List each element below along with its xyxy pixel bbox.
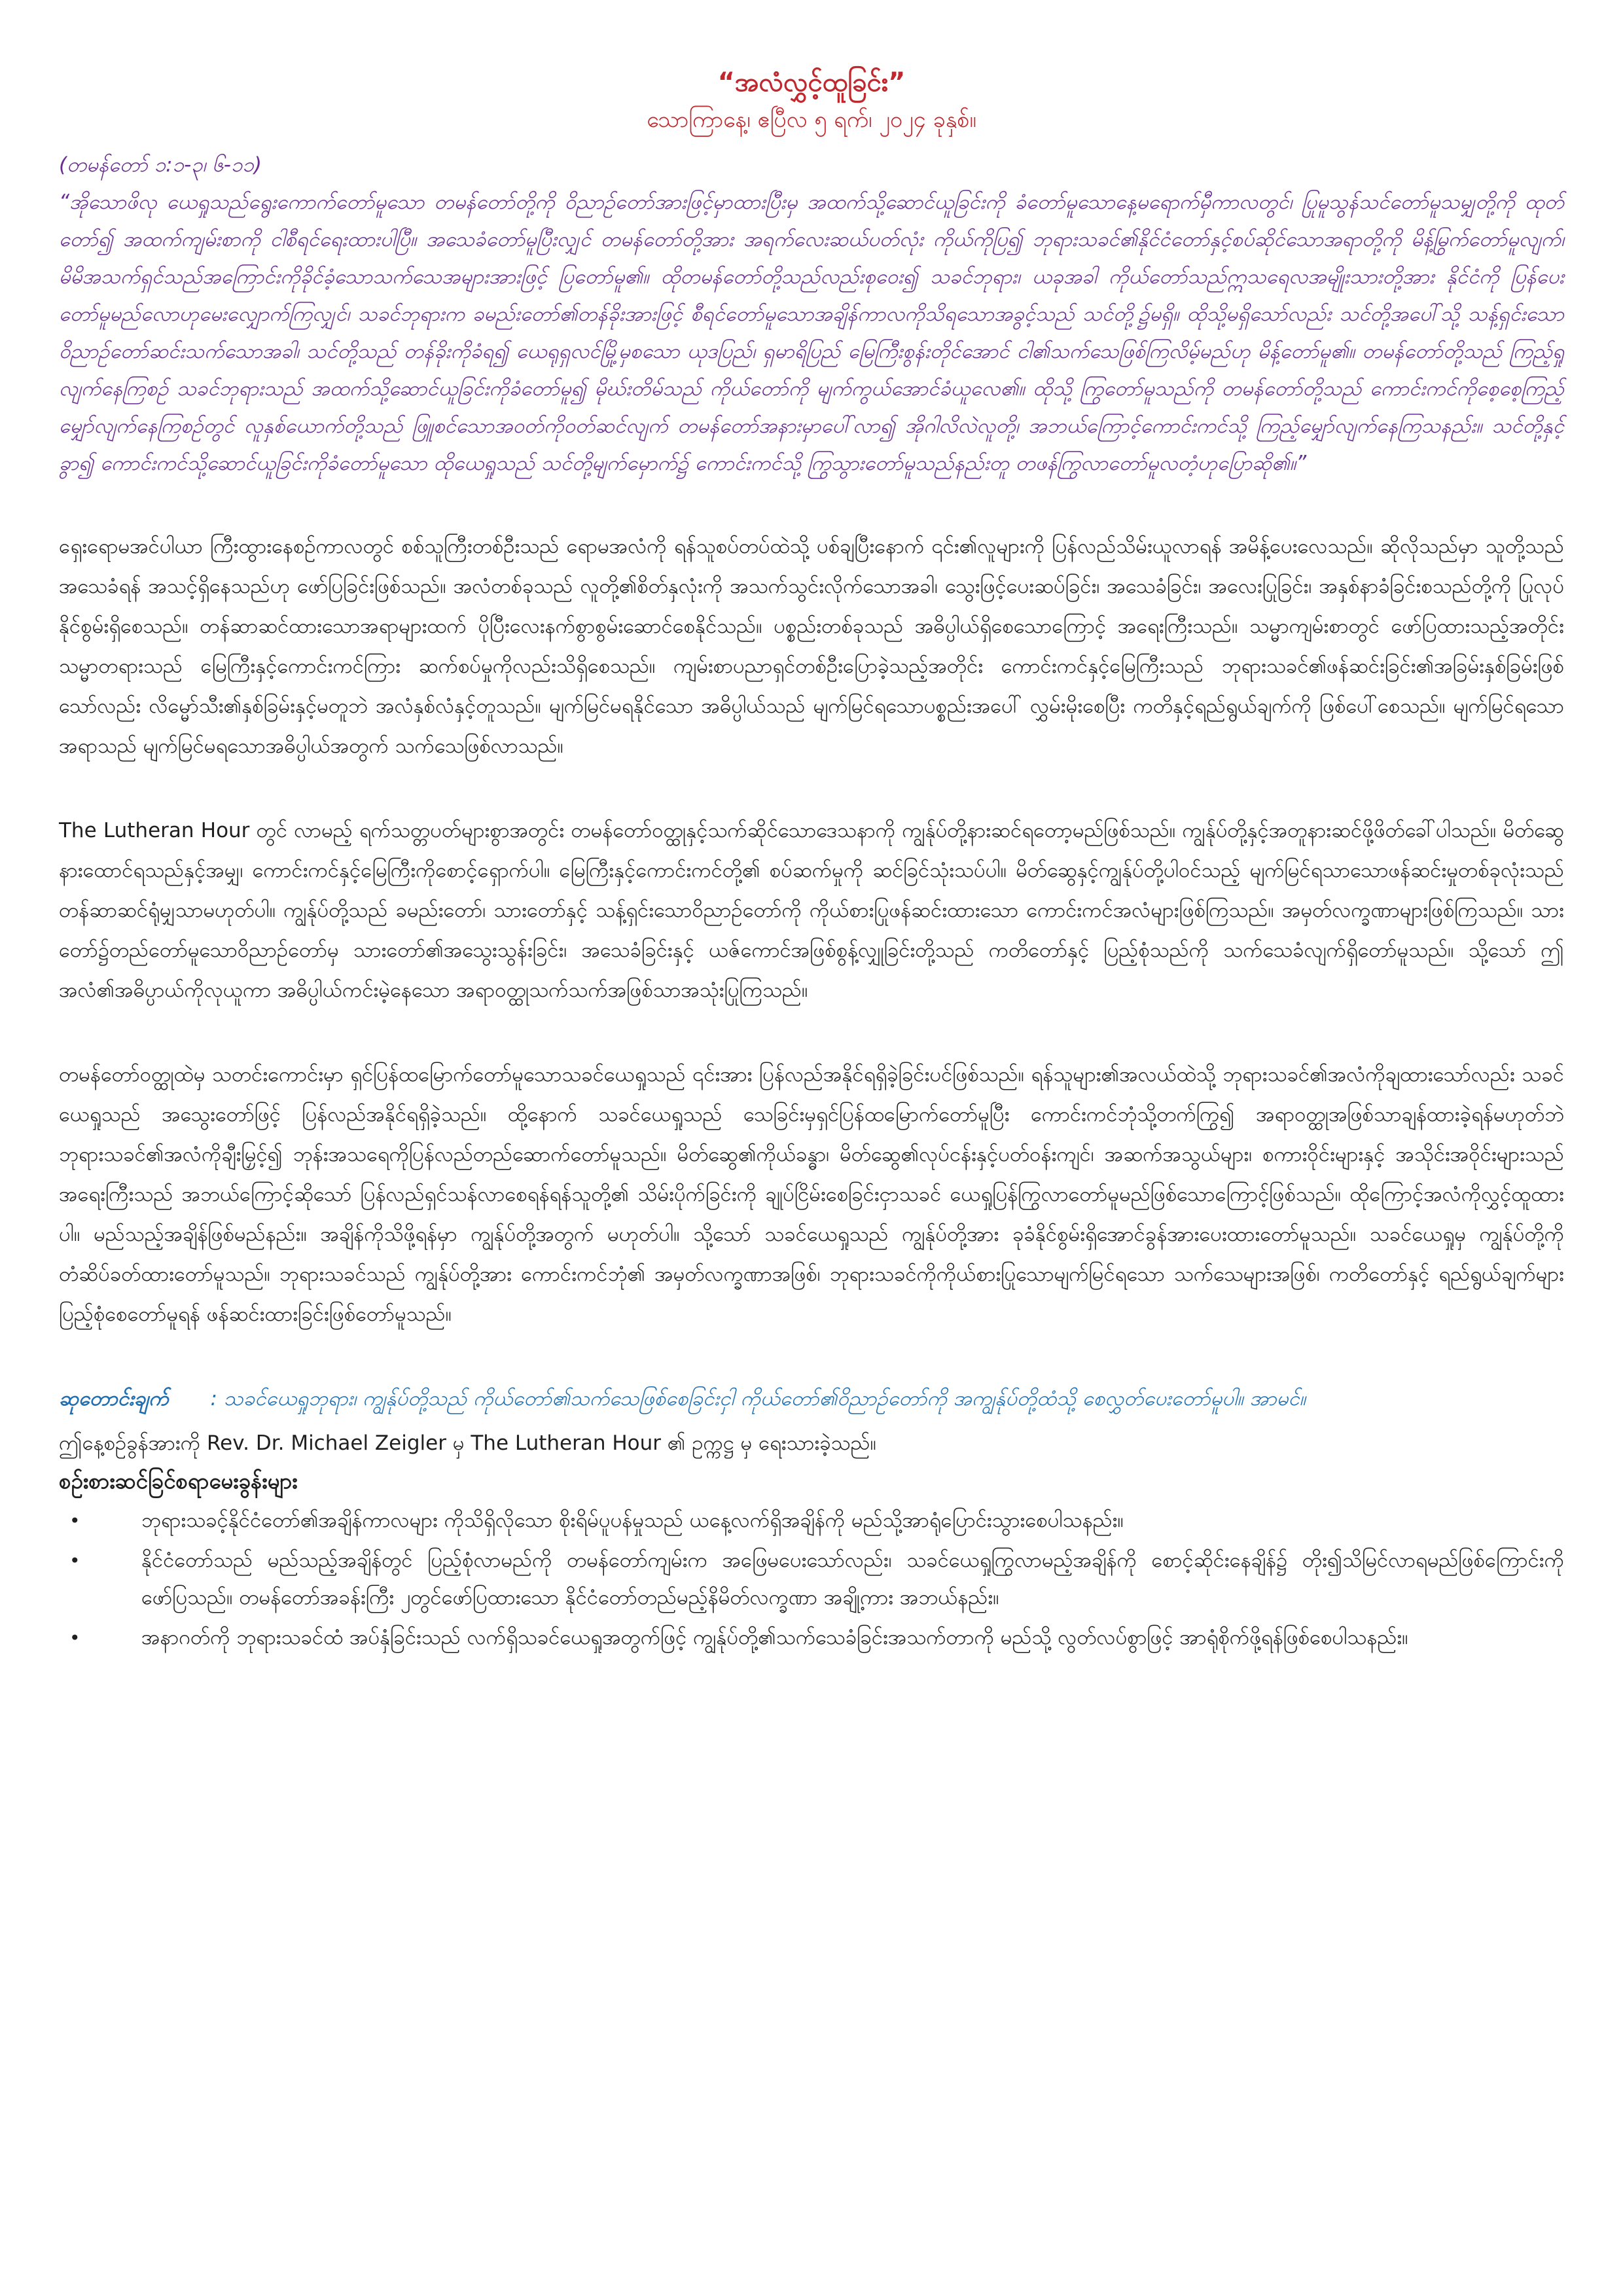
- body-paragraph-1: ရှေးရောမအင်ပါယာ ကြီးထွားနေစဉ်ကာလတွင် စစ်သူကြီးတစ်ဦးသည် ရောမအလံကို ရန်သူစပ်တပ်ထဲသို့ ပစ်ချပြီးနောက် ၎င်း၏လူများကို ပြန်လည်သိမ်းယူလာရန် အမိန့်ပေးလေသည်။ ဆိုလိုသည်မှာ သူတို့သည်အသေခံရန် အသင့်ရှိနေသည်ဟု ဖော်ပြခြင်းဖြစ်သည်။ အလံတစ်ခုသည် လူတို့၏စိတ်နှလုံးကို အသက်သွင်းလိုက်သောအခါ၊ သွေးဖြင့်ပေးဆပ်ခြင်း၊ အသေခံခြင်း၊ အလေးပြုခြင်း၊ အနှစ်နာခံခြင်းစသည်တို့ကို ပြုလုပ်နိုင်စွမ်းရှိစေသည်။ တန်ဆာဆင်ထားသောအရာများထက် ပိုပြီးလေးနက်စွာစွမ်းဆောင်စေနိုင်သည်။ ပစ္စည်းတစ်ခုသည် အဓိပ္ပါယ်ရှိစေသောကြောင့် အရေးကြီးသည်။ သမ္မာကျမ်းစာတွင် ဖော်ပြထားသည့်အတိုင်း သမ္မာတရားသည် မြေကြီးနှင့်ကောင်းကင်ကြား ဆက်စပ်မှုကိုလည်းသိရှိစေသည်။ ကျမ်းစာပညာရှင်တစ်ဦးပြောခဲ့သည့်အတိုင်း ကောင်းကင်နှင့်မြေကြီးသည် ဘုရားသခင်၏ဖန်ဆင်းခြင်း၏အခြမ်းနှစ်ခြမ်းဖြစ်သော်လည်း လိမ္မော်သီး၏နှစ်ခြမ်းနှင့်မတူဘဲ အလံနှစ်လံနှင့်တူသည်။ မျက်မြင်မရနိုင်သော အဓိပ္ပါယ်သည် မျက်မြင်ရသောပစ္စည်းအပေါ် လွှမ်းမိုးစေပြီး ကတိနှင့်ရည်ရွယ်ချက်ကို ဖြစ်ပေါ်စေသည်။ မျက်မြင်ရသောအရာသည် မျက်မြင်မရသောအဓိပ္ပါယ်အတွက် သက်သေဖြစ်လာသည်။: [59, 535, 1564, 758]
- question-text: နိုင်ငံတော်သည် မည်သည့်အချိန်တွင် ပြည့်စုံလာမည်ကို တမန်တော်ကျမ်းက အဖြေမပေးသော်လည်း၊ သခင်ယေရှုကြွလာမည့်အချိန်ကို စောင့်ဆိုင်းနေချိန်၌ တိုး၍သိမြင်လာရမည်ဖြစ်ကြောင်းကို ဖော်ပြသည်။ တမန်တော်အခန်းကြီး ၂တွင်ဖော်ပြထားသော နိုင်ငံတော်တည်မည့်နိမိတ်လက္ခဏာ အချို့ကား အဘယ်နည်း။: [141, 1549, 1564, 1609]
- publication-date: သောကြာနေ့၊ ဧပြီလ ၅ ရက်၊ ၂၀၂၄ ခုနှစ်။: [647, 107, 976, 133]
- prayer-block: [59, 1379, 1564, 1418]
- body-paragraph-2: The Lutheran Hour တွင် လာမည့် ရက်သတ္တပတ်များစွာအတွင်း တမန်တော်ဝတ္ထုနှင့်သက်ဆိုင်သောဒေသနာကို ကျွန်ုပ်တို့နားဆင်ရတော့မည်ဖြစ်သည်။ ကျွန်ုပ်တို့နှင့်အတူနားဆင်ဖို့ဖိတ်ခေါ်ပါသည်။ မိတ်ဆွေနားထောင်ရသည်နှင့်အမျှ၊ ကောင်းကင်နှင့်မြေကြီးကိုစောင့်ရှောက်ပါ။ မြေကြီးနှင့်ကောင်းကင်တို့၏ စပ်ဆက်မှုကို ဆင်ခြင်သုံးသပ်ပါ။ မိတ်ဆွေနှင့်ကျွန်ုပ်တို့ပါဝင်သည့် မျက်မြင်ရသာသောဖန်ဆင်းမှုတစ်ခုလုံးသည် တန်ဆာဆင်ရုံမျှသာမဟုတ်ပါ။ ကျွန်ုပ်တို့သည် ခမည်းတော်၊ သားတော်နှင့် သန့်ရှင်းသောဝိညာဉ်တော်ကို ကိုယ်စားပြုဖန်ဆင်းထားသော ကောင်းကင်အလံများဖြစ်ကြသည်။ အမှတ်လက္ခဏာများဖြစ်ကြသည်။ သားတော်၌တည်တော်မူသောဝိညာဉ်တော်မှ သားတော်၏အသွေးသွန်းခြင်း၊ အသေခံခြင်းနှင့် ယဇ်ကောင်အဖြစ်စွန့်လျှုခြင်းတို့သည် ကတိတော်နှင့် ပြည့်စုံသည်ကို သက်သေခံလျက်ရှိတော်မူသည်။ သို့သော် ဤအလံ၏အဓိပ္ပာယ်ကိုလုယူကာ အဓိပ္ပါယ်ကင်းမဲ့နေသော အရာဝတ္ထုသက်သက်အဖြစ်သာအသုံးပြုကြသည်။: [59, 819, 1564, 1002]
- list-item: [59, 1619, 1564, 1657]
- prayer-label: ဆုတောင်းချက်: [59, 1387, 169, 1410]
- prayer-text: : သခင်ယေရှုဘုရား၊ ကျွန်ုပ်တို့သည် ကိုယ်တော်၏သက်သေဖြစ်စေခြင်းငှါ ကိုယ်တော်၏ဝိညာဉ်တော်ကို အကျွန်ုပ်တို့ထံသို့ စေလွှတ်ပေးတော်မူပါ။ အာမင်။: [210, 1387, 1306, 1410]
- bullet-icon: •: [69, 1550, 80, 1571]
- bullet-icon: •: [69, 1627, 80, 1649]
- scripture-text: “အိုသောဖိလု ယေရှုသည်ရွေးကောက်တော်မူသော တမန်တော်တို့ကို ဝိညာဉ်တော်အားဖြင့်မှာထားပြီးမှ အထက်သို့ဆောင်ယူခြင်းကို ခံတော်မူသောနေ့မရောက်မှီကာလတွင်၊ ပြုမူသွန်သင်တော်မူသမျှတို့ကို ထုတ်တော်၍ အထက်ကျမ်းစာကို ငါစီရင်ရေးထားပါပြီ။ အသေခံတော်မူပြီးလျှင် တမန်တော်တို့အား အရက်လေးဆယ်ပတ်လုံး ကိုယ်ကိုပြ၍ ဘုရားသခင်၏နိုင်ငံတော်နှင့်စပ်ဆိုင်သောအရာတို့ကို မိန့်မြွက်တော်မူလျက်၊ မိမိအသက်ရှင်သည်အကြောင်းကိုခိုင်ခံ့သောသက်သေအများအားဖြင့် ပြတော်မူ၏။ ထိုတမန်တော်တို့သည်လည်းစုဝေး၍ သခင်ဘုရား၊ ယခုအခါ ကိုယ်တော်သည်ဣသရေလအမျိုးသားတို့အား နိုင်ငံကို ပြန်ပေးတော်မူမည်လောဟုမေးလျှောက်ကြလျှင်၊ သခင်ဘုရားက ခမည်းတော်၏တန်ခိုးအားဖြင့် စီရင်တော်မူသောအချိန်ကာလကိုသိရသောအခွင့်သည် သင်တို့၌မရှိ။ ထိုသို့မရှိသော်လည်း သင်တို့အပေါ်သို့ သန့်ရှင်းသောဝိညာဉ်တော်ဆင်းသက်သောအခါ၊ သင်တို့သည် တန်ခိုးကိုခံရ၍ ယေရုရှလင်မြို့မှစသော ယုဒပြည်၊ ရှမာရိပြည် မြေကြီးစွန်းတိုင်အောင် ငါ၏သက်သေဖြစ်ကြလိမ့်မည်ဟု မိန့်တော်မူ၏။ တမန်တော်တို့သည် ကြည့်ရှုလျက်နေကြစဉ် သခင်ဘုရားသည် အထက်သို့ဆောင်ယူခြင်းကိုခံတော်မူ၍ မိုဃ်းတိမ်သည် ကိုယ်တော်ကို မျက်ကွယ်အောင်ခံယူလေ၏။ ထိုသို့ ကြွတော်မူသည်ကို တမန်တော်တို့သည် ကောင်းကင်ကိုစေ့စေ့ကြည့်မျှော်လျက်နေကြစဉ်တွင် လူနှစ်ယောက်တို့သည် ဖြူစင်သောအဝတ်ကိုဝတ်ဆင်လျက် တမန်တော်အနားမှာပေါ်လာ၍ အိုဂါလိလဲလူတို့၊ အဘယ်ကြောင့်ကောင်းကင်သို့ ကြည့်မျှော်လျက်နေကြသနည်း။ သင်တို့နှင့်ခွာ၍ ကောင်းကင်သို့ဆောင်ယူခြင်းကိုခံတော်မူသော ထိုယေရှုသည် သင်တို့မျက်မှောက်၌ ကောင်းကင်သို့ ကြွသွားတော်မူသည်နည်းတူ တဖန်ကြွလာတော်မူလတံ့ဟုပြောဆို၏။”: [59, 190, 1564, 475]
- body-paragraph-3: တမန်တော်ဝတ္ထုထဲမှ သတင်းကောင်းမှာ ရှင်ပြန်ထမြောက်တော်မူသောသခင်ယေရှုသည် ၎င်းအား ပြန်လည်အနိုင်ရရှိခဲ့ခြင်းပင်ဖြစ်သည်။ ရန်သူများ၏အလယ်ထဲသို့ ဘုရားသခင်၏အလံကိုချထားသော်လည်း သခင်ယေရှုသည် အသွေးတော်ဖြင့် ပြန်လည်အနိုင်ရရှိခဲ့သည်။ ထို့နောက် သခင်ယေရှုသည် သေခြင်းမှရှင်ပြန်ထမြောက်တော်မူပြီး ကောင်းကင်ဘုံသို့တက်ကြွ၍ အရာဝတ္ထုအဖြစ်သာချန်ထားခဲ့ရန်မဟုတ်ဘဲ ဘုရားသခင်၏အလံကိုချီးမြှင့်၍ ဘုန်းအသရေကိုပြန်လည်တည်ဆောက်တော်မူသည်။ မိတ်ဆွေ၏ကိုယ်ခန္ဓာ၊ မိတ်ဆွေ၏လုပ်ငန်းနှင့်ပတ်ဝန်းကျင်၊ အဆက်အသွယ်များ၊ စကားဝိုင်းများနှင့် အသိုင်းအဝိုင်းများသည် အရေးကြီးသည် အဘယ်ကြောင့်ဆိုသော် ပြန်လည်ရှင်သန်လာစေရန်ရန်သူတို့၏ သိမ်းပိုက်ခြင်းကို ချုပ်ငြိမ်းစေခြင်းငှာသခင် ယေရှုပြန်ကြွလာတော်မူမည်ဖြစ်သောကြောင့်ဖြစ်သည်။ ထိုကြောင့်အလံကိုလွှင့်ထူထားပါ။ မည်သည့်အချိန်ဖြစ်မည်နည်း။ အချိန်ကိုသိဖို့ရန်မှာ ကျွန်ုပ်တို့အတွက် မဟုတ်ပါ။ သို့သော် သခင်ယေရှုသည် ကျွန်ုပ်တို့အား ခုခံနိုင်စွမ်းရှိအောင်ခွန်အားပေးထားတော်မူသည်။ သခင်ယေရှုမှ ကျွန်ုပ်တို့ကို တံဆိပ်ခတ်ထားတော်မူသည်။ ဘုရားသခင်သည် ကျွန်ုပ်တို့အား ကောင်းကင်ဘုံ၏ အမှတ်လက္ခဏာအဖြစ်၊ ဘုရားသခင်ကိုကိုယ်စားပြုသောမျက်မြင်ရသော သက်သေများအဖြစ်၊ ကတိတော်နှင့် ရည်ရွယ်ချက်များပြည့်စုံစေတော်မူရန် ဖန်ဆင်းထားခြင်းဖြစ်တော်မူသည်။: [59, 1063, 1564, 1326]
- page-title: “အလံလွှင့်ထူခြင်း”: [717, 67, 906, 98]
- bullet-icon: •: [69, 1510, 80, 1532]
- reflection-questions-heading: စဉ်းစားဆင်ခြင်စရာမေးခွန်းများ: [59, 1468, 298, 1494]
- question-text: အနာဂတ်ကို ဘုရားသခင်ထံ အပ်နှံခြင်းသည် လက်ရှိသခင်ယေရှုအတွက်ဖြင့် ကျွန်ုပ်တို့၏သက်သေခံခြင်းအသက်တာကို မည်သို့ လွတ်လပ်စွာဖြင့် အာရုံစိုက်ဖို့ရန်ဖြစ်စေပါသနည်း။: [141, 1626, 1408, 1649]
- question-text: ဘုရားသခင့်နိုင်ငံတော်၏အချိန်ကာလများ ကိုသိရှိလိုသော စိုးရိမ်ပူပန်မှုသည် ယနေ့လက်ရှိအချိန်ကို မည်သို့အာရုံပြောင်းသွားစေပါသနည်း။: [141, 1509, 1124, 1532]
- reflection-questions-list: [59, 1502, 1564, 1657]
- list-item: [59, 1542, 1564, 1617]
- list-item: [59, 1502, 1564, 1539]
- devotional-page: [59, 0, 1564, 1657]
- scripture-reference: (တမန်တော် ၁:၁-၃၊ ၆-၁၁): [59, 153, 262, 177]
- author-credit: ဤနေ့စဉ်ခွန်အားကို Rev. Dr. Michael Zeigler မှ The Lutheran Hour ၏ ဥက္ကဋ္ဌ မှ ရေးသားခဲ့သည်။: [59, 1431, 876, 1455]
